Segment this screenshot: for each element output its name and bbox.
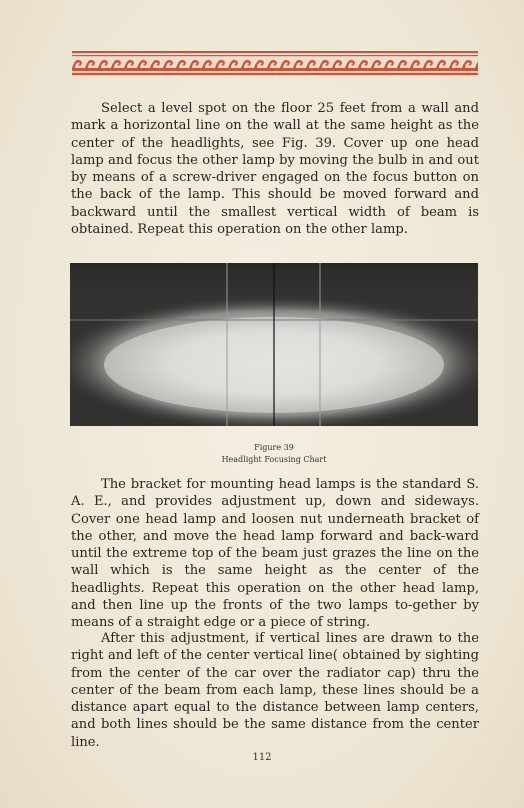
page-number: 112 <box>252 752 272 763</box>
paragraph-focusing-instructions: Select a level spot on the floor 25 feet from a wall and mark a horizontal line on the wall at the same height as the center of the headlights, see Fig. 39. Cover up one head lamp and focus the other lamp by moving the bulb in and out by means of a screw-driver engaged on the focus button on the back of the lamp. This should be moved forward and backward until the smallest vertical width of beam is obtained. Repeat this operation on the other lamp. <box>71 101 479 238</box>
decorative-wave-border <box>72 51 478 75</box>
figure-label: Figure 39 <box>254 443 294 452</box>
headlight-focusing-chart-photo <box>70 263 478 426</box>
figure-caption: Headlight Focusing Chart <box>221 455 327 464</box>
paragraph-bracket-adjustment: The bracket for mounting head lamps is the standard S. A. E., and provides adjustment up, down and sideways. Cover one head lamp and loosen nut underneath bracket of the other, and move the head lamp forward and back-ward until the extreme top of the beam just grazes the line on the wall which is the same height as the center of the headlights. Repeat this operation on the other head lamp, and then line up the fronts of the two lamps to-gether by means of a straight edge or a piece of string. <box>71 477 479 631</box>
paragraph-vertical-lines: After this adjustment, if vertical lines are drawn to the right and left of the center vertical line( obtained by sighting from the center of the car over the radiator cap) thru the center of the beam from each lamp, these lines should be a distance apart equal to the distance between lamp centers, and both lines should be the same distance from the center line. <box>71 631 479 750</box>
